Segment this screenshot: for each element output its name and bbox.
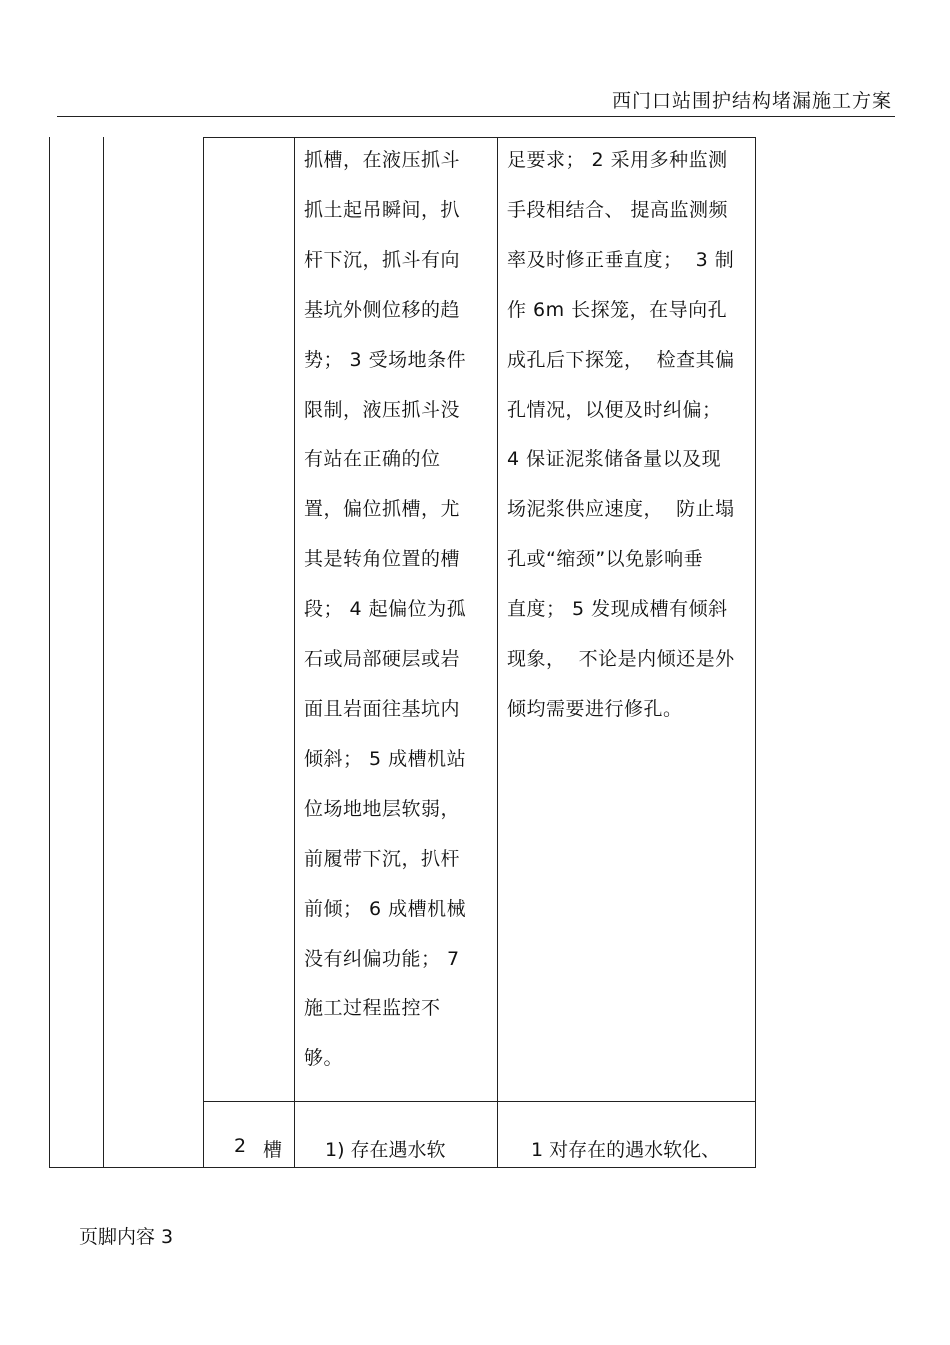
row-cause: 1) 存在遇水软 <box>325 1139 446 1161</box>
cause-line: 石或局部硬层或岩 <box>304 648 461 671</box>
measure-line: 孔或“缩颈”以免影响垂 <box>507 548 704 571</box>
table-border-left <box>49 137 50 1168</box>
measure-line: 现象， 不论是内倾还是外 <box>507 648 735 671</box>
measure-line: 足要求； 2 采用多种监测 <box>507 149 728 171</box>
measure-line: 作 6m 长探笼，在导向孔 <box>507 298 728 321</box>
measure-line: 成孔后下探笼， 检查其偏 <box>507 348 735 371</box>
page-header-title: 西门口站围护结构堵漏施工方案 <box>611 90 892 112</box>
page-footer: 页脚内容 3 <box>79 1226 174 1248</box>
measure-cell <box>507 136 735 735</box>
cause-line: 基坑外侧位移的趋 <box>304 298 461 321</box>
cause-line: 杆下沉，抓斗有向 <box>304 248 461 271</box>
row-type: 槽 <box>263 1139 283 1161</box>
measure-line: 场泥浆供应速度， 防止塌 <box>507 498 735 521</box>
measure-line: 率及时修正垂直度； 3 制 <box>507 248 735 271</box>
measure-line: 手段相结合、 提高监测频 <box>507 198 729 221</box>
cause-cell <box>304 136 466 1084</box>
cause-line: 限制，液压抓斗没 <box>304 398 461 421</box>
table-row-divider <box>203 1101 756 1102</box>
row-measure: 1 对存在的遇水软化、 <box>531 1139 721 1161</box>
cause-line: 没有纠偏功能； 7 <box>304 947 460 970</box>
measure-line: 直度； 5 发现成槽有倾斜 <box>507 598 728 621</box>
measure-line: 倾均需要进行修孔。 <box>507 697 683 720</box>
cause-line: 施工过程监控不 <box>304 997 441 1020</box>
measure-line: 孔情况，以便及时纠偏； <box>507 398 722 421</box>
cause-line: 有站在正确的位 <box>304 448 441 471</box>
cause-line: 前倾； 6 成槽机械 <box>304 897 467 920</box>
table-column-divider <box>294 137 295 1168</box>
header-divider <box>57 116 895 117</box>
cause-line: 抓土起吊瞬间，扒 <box>304 198 461 221</box>
cause-line: 位场地地层软弱， <box>304 797 461 820</box>
table-border-bottom <box>49 1167 756 1168</box>
table-column-divider <box>497 137 498 1168</box>
table-column-divider <box>203 137 204 1168</box>
cause-line: 面且岩面往基坑内 <box>304 697 461 720</box>
cause-line: 够。 <box>304 1047 344 1070</box>
table-column-divider <box>103 137 104 1168</box>
cause-line: 势； 3 受场地条件 <box>304 348 467 371</box>
measure-line: 4 保证泥浆储备量以及现 <box>507 448 722 471</box>
cause-line: 抓槽，在液压抓斗 <box>304 149 461 171</box>
table-border-right <box>755 137 756 1168</box>
cause-line: 置，偏位抓槽，尤 <box>304 498 461 521</box>
cause-line: 倾斜； 5 成槽机站 <box>304 747 467 770</box>
row-number: 2 <box>234 1135 247 1157</box>
cause-line: 其是转角位置的槽 <box>304 548 461 571</box>
cause-line: 前履带下沉，扒杆 <box>304 847 461 870</box>
cause-line: 段； 4 起偏位为孤 <box>304 598 467 621</box>
